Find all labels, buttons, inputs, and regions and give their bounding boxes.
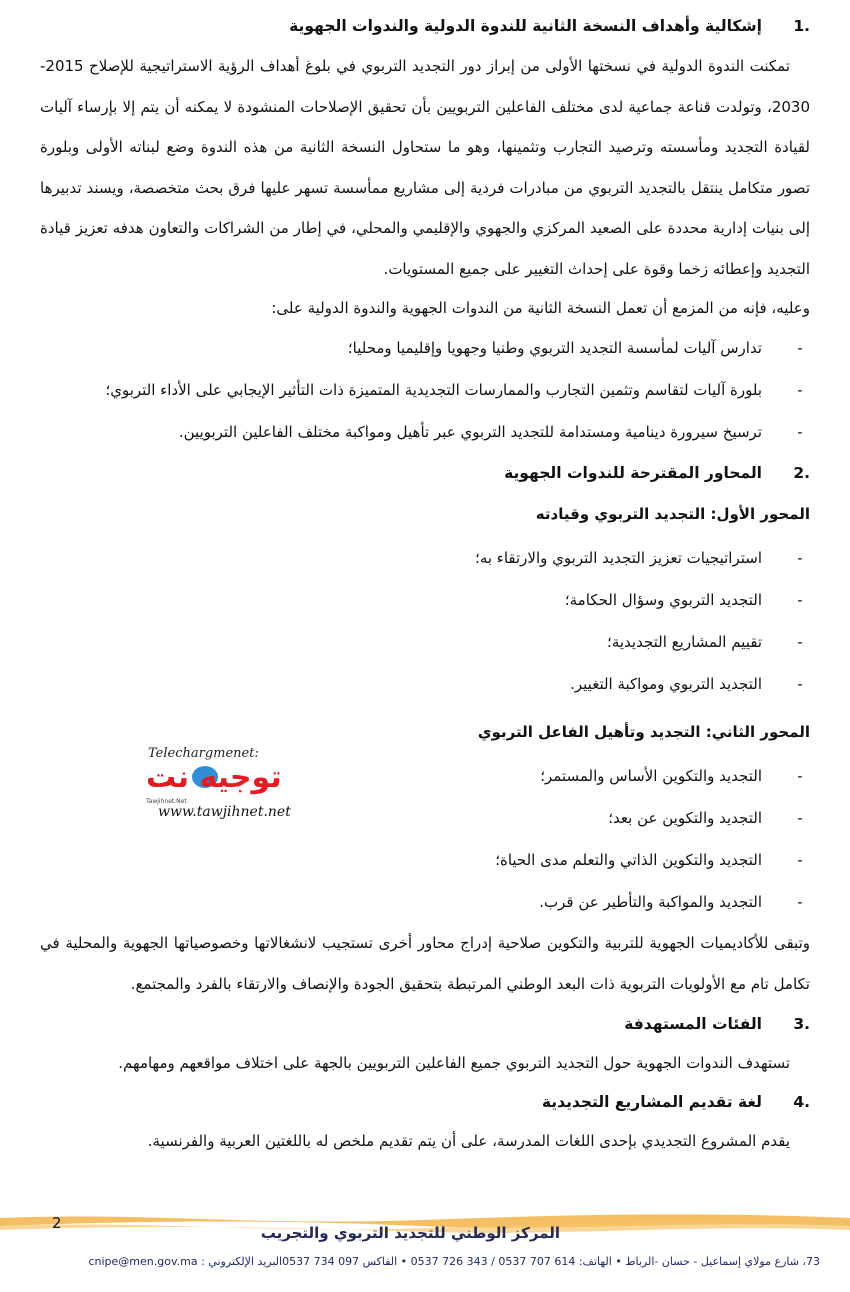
section-3-heading xyxy=(40,1004,810,1044)
section-2-closing: وتبقى للأكاديميات الجهوية للتربية والتكوين صلاحية إدراج محاور أخرى تستجيب لانشغالاتها وخصوصياتها الجهوية والمحلية في تكامل تام مع الأولويات التربوية ذات البعد الوطني المرتبطة بتحقيق الجودة والإنصاف والارتقاء بالفرد والمجتمع. xyxy=(40,934,810,993)
section-title: لغة تقديم المشاريع التجديدية xyxy=(541,1093,762,1111)
list-item: - استراتيجيات تعزيز التجديد التربوي والارتقاء به؛ xyxy=(40,537,810,579)
bullet-dash: - xyxy=(797,381,803,399)
section-1-paragraph: تمكنت الندوة الدولية في نسختها الأولى من إبراز دور التجديد التربوي في بلوغ أهداف الرؤية الاستراتيجية للإصلاح 2015-2030، وتولدت قناعة جماعية لدى مختلف الفاعلين التربويين بأن تحقيق الإصلاحات المنشودة لا يمكنه أن يتم إلا بإرساء آليات لقيادة التجديد ومأسسته وترصيد التجارب وتثمينها، وهو ما ستحاول النسخة الثانية من هذه الندوة وضع لبناته الأولى وبلورة تصور متكامل ينتقل بالتجديد التربوي من مبادرات فردية إلى مشاريع ممأسسة تسهر عليها فرق بحث متخصصة، ويسند تدبيرها إلى بنيات إدارية محددة على الصعيد المركزي والجهوي والإقليمي والمحلي، في إطار من الشراكات والتعاون هدفه تعزيز قيادة التجديد وإعطائه زخما وقوة على إحداث التغيير على جميع المستويات. xyxy=(40,57,810,278)
bullet-dash: - xyxy=(797,675,803,693)
list-item: - تقييم المشاريع التجديدية؛ xyxy=(40,621,810,663)
axis-1-list xyxy=(40,537,810,705)
list-item: - التجديد التربوي ومواكبة التغيير. xyxy=(40,663,810,705)
list-item: - تدارس آليات لمأسسة التجديد التربوي وطنيا وجهويا وإقليميا ومحليا؛ xyxy=(40,327,810,369)
section-number: .3 xyxy=(793,1015,810,1033)
bullet-dash: - xyxy=(797,633,803,651)
bullet-dash: - xyxy=(797,591,803,609)
bullet-dash: - xyxy=(797,423,803,441)
footer-contact-info: 73، شارع مولاي إسماعيل - حسان -الرباط • الهاتف: 614 707 0537 / 343 726 0537 • الفاكس 097 734 0537البريد الإلكتروني : cnipe@men.gov.ma xyxy=(88,1255,820,1268)
section-title: إشكالية وأهداف النسخة الثانية للندوة الدولية والندوات الجهوية xyxy=(289,17,762,35)
section-number: .4 xyxy=(793,1093,810,1111)
section-title: المحاور المقترحة للندوات الجهوية xyxy=(504,464,762,482)
axis-2-title: المحور الثاني: التجديد وتأهيل الفاعل التربوي xyxy=(477,723,810,741)
section-1-intro: وعليه، فإنه من المزمع أن تعمل النسخة الثانية من الندوات الجهوية والندوة الدولية على: xyxy=(271,299,810,317)
bullet-dash: - xyxy=(797,767,803,785)
section-title: الفئات المستهدفة xyxy=(624,1015,762,1033)
list-item: - التجديد والمواكبة والتأطير عن قرب. xyxy=(40,881,810,923)
list-item: - التجديد والتكوين الذاتي والتعلم مدى الحياة؛ xyxy=(40,839,810,881)
section-number: .2 xyxy=(793,464,810,482)
watermark-url: www.tawjihnet.net xyxy=(158,804,291,820)
bullet-dash: - xyxy=(797,339,803,357)
bullet-dash: - xyxy=(797,893,803,911)
watermark-label: Telechargmenet: xyxy=(148,746,259,761)
footer-institution-title: المركز الوطني للتجديد التربوي والتجريب xyxy=(260,1224,560,1242)
page-number: 2 xyxy=(52,1214,62,1232)
watermark-logo xyxy=(140,746,320,826)
bullet-dash: - xyxy=(797,549,803,567)
list-item: - التجديد التربوي وسؤال الحكامة؛ xyxy=(40,579,810,621)
list-item: - ترسيخ سيرورة دينامية ومستدامة للتجديد التربوي عبر تأهيل ومواكبة مختلف الفاعلين التربويين. xyxy=(40,411,810,453)
list-item: - التجديد والتكوين الأساس والمستمر؛ xyxy=(40,755,810,797)
section-1-bullet-list xyxy=(40,327,810,453)
section-1-heading xyxy=(40,6,810,46)
watermark-small-text: Tawjihnet.Net xyxy=(146,798,187,805)
list-item: - بلورة آليات لتقاسم وتثمين التجارب والممارسات التجديدية المتميزة ذات التأثير الإيجابي على الأداء التربوي؛ xyxy=(40,369,810,411)
bullet-dash: - xyxy=(797,851,803,869)
section-number: .1 xyxy=(793,17,810,35)
section-2-heading xyxy=(40,453,810,493)
list-item: - التجديد والتكوين عن بعد؛ xyxy=(40,797,810,839)
axis-1-title: المحور الأول: التجديد التربوي وقيادته xyxy=(535,505,810,523)
document-body xyxy=(40,6,810,1160)
section-3-paragraph: تستهدف الندوات الجهوية حول التجديد التربوي جميع الفاعلين التربويين بالجهة على اختلاف مواقعهم ومهامهم. xyxy=(118,1054,790,1072)
bullet-dash: - xyxy=(797,809,803,827)
section-4-paragraph: يقدم المشروع التجديدي بإحدى اللغات المدرسة، على أن يتم تقديم ملخص له باللغتين العربية والفرنسية. xyxy=(147,1132,790,1150)
section-4-heading xyxy=(40,1082,810,1122)
watermark-brand: توجيه نت xyxy=(146,760,282,795)
